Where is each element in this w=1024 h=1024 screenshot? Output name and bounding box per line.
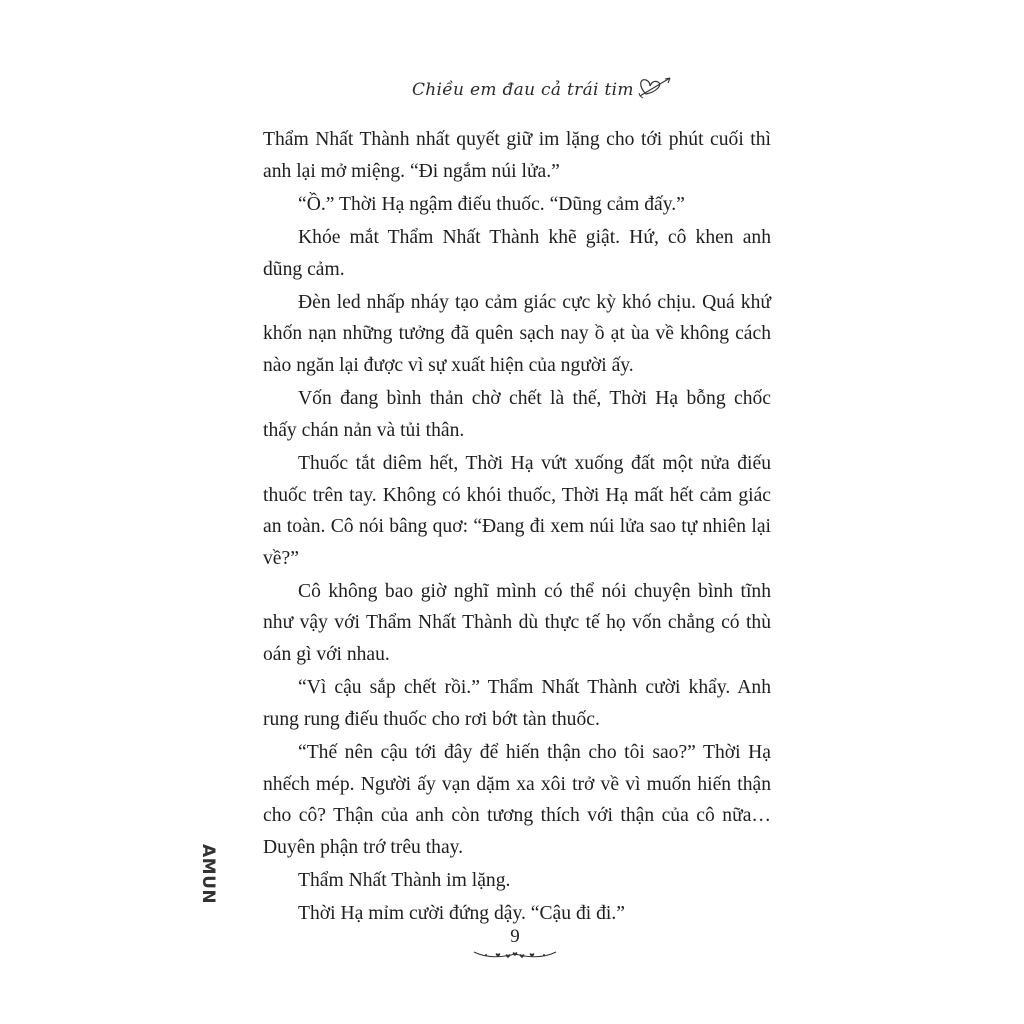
publisher-logo-text: AMUN — [198, 844, 218, 905]
book-title-header: Chiều em đau cả trái tim — [412, 80, 634, 100]
heart-arrow-icon — [636, 74, 676, 100]
chapter-body — [263, 124, 771, 931]
hearts-vine-icon — [472, 948, 558, 960]
paragraph: Thuốc tắt diêm hết, Thời Hạ vứt xuống đất một nửa điếu thuốc trên tay. Không có khói thuốc, Thời Hạ mất hết cảm giác an toàn. Cô nói bâng quơ: “Đang đi xem núi lửa sao tự nhiên lại về?” — [263, 452, 771, 569]
paragraph: Cô không bao giờ nghĩ mình có thể nói chuyện bình tĩnh như vậy với Thẩm Nhất Thành dù thực tế họ vốn chẳng có thù oán gì với nhau. — [263, 580, 771, 666]
paragraph: “Thế nên cậu tới đây để hiến thận cho tôi sao?” Thời Hạ nhếch mép. Người ấy vạn dặm xa xôi trở về vì muốn hiến thận cho cô? Thận của anh còn tương thích với thận của cô nữa… Duyên phận trớ trêu thay. — [263, 742, 771, 858]
paragraph: “Ồ.” Thời Hạ ngậm điếu thuốc. “Dũng cảm đấy.” — [298, 193, 685, 215]
paragraph: Vốn đang bình thản chờ chết là thế, Thời Hạ bỗng chốc thấy chán nản và tủi thân. — [263, 388, 771, 441]
paragraph: Thẩm Nhất Thành im lặng. — [298, 870, 511, 891]
publisher-logo — [196, 844, 220, 906]
paragraph: Thời Hạ mỉm cười đứng dậy. “Cậu đi đi.” — [298, 903, 625, 925]
paragraph: “Vì cậu sắp chết rồi.” Thẩm Nhất Thành cười khẩy. Anh rung rung điếu thuốc cho rơi bớt tàn thuốc. — [263, 677, 771, 730]
running-header — [412, 72, 676, 108]
paragraph: Thẩm Nhất Thành nhất quyết giữ im lặng cho tới phút cuối thì anh lại mở miệng. “Đi ngắm núi lửa.” — [263, 129, 771, 182]
paragraph: Khóe mắt Thẩm Nhất Thành khẽ giật. Hứ, cô khen anh dũng cảm. — [263, 226, 771, 280]
page-footer — [470, 926, 560, 958]
paragraph: Đèn led nhấp nháy tạo cảm giác cực kỳ khó chịu. Quá khứ khốn nạn những tưởng đã quên sạch nay ồ ạt ùa về không cách nào ngăn lại được vì sự xuất hiện của người ấy. — [263, 291, 771, 376]
page-number: 9 — [510, 926, 520, 947]
